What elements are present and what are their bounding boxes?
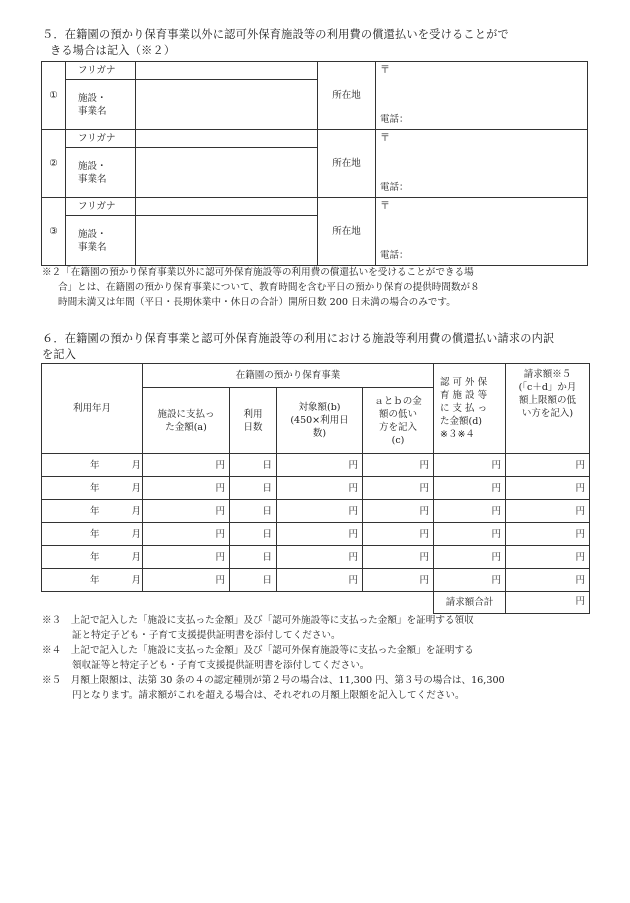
table-row [42, 523, 590, 546]
cell-month[interactable] [42, 546, 143, 569]
section6-table [41, 363, 590, 614]
facility-label-line1: 施設・ [78, 92, 107, 104]
cell-unlicensed[interactable] [434, 454, 506, 477]
days-line1: 利用 [243, 408, 263, 420]
note4-line1: ※４ 上記で記入した「施設に支払った金額」及び「認可外保育施設等に支払った金額」を証明する [42, 645, 474, 656]
facility-name-label [66, 216, 136, 266]
day-unit: 日 [262, 551, 272, 563]
cell-days[interactable] [230, 454, 277, 477]
unlic-line5: ※３※４ [440, 429, 475, 440]
cell-month[interactable] [42, 523, 143, 546]
yen-unit: 円 [491, 528, 502, 540]
cell-lower[interactable] [363, 523, 434, 546]
cell-claim[interactable] [506, 454, 590, 477]
cell-paid[interactable] [143, 546, 230, 569]
month-unit: 月 [131, 482, 142, 494]
target-line2: (450×利用日 [290, 415, 349, 426]
yen-unit: 円 [215, 505, 225, 517]
facility-row-number: ① [42, 62, 66, 130]
col-header-lower [363, 388, 434, 454]
yen-unit: 円 [348, 505, 358, 517]
furigana-label: フリガナ [66, 62, 136, 80]
facility-row-number: ③ [42, 198, 66, 266]
month-unit: 月 [131, 459, 142, 471]
cell-lower[interactable] [363, 569, 434, 592]
cell-paid[interactable] [143, 569, 230, 592]
tel-label: 電話： [380, 250, 409, 261]
month-unit: 月 [131, 551, 142, 563]
claim-line3: 額上限額の低 [519, 395, 577, 406]
table-row [42, 477, 590, 500]
table-row [42, 500, 590, 523]
col-header-days [230, 388, 277, 454]
cell-target[interactable] [277, 546, 363, 569]
cell-month[interactable] [42, 454, 143, 477]
yen-unit: 円 [575, 551, 585, 563]
cell-claim[interactable] [506, 546, 590, 569]
yen-unit: 円 [348, 482, 358, 494]
yen-unit: 円 [575, 482, 585, 494]
tel-label: 電話： [380, 114, 409, 125]
cell-unlicensed[interactable] [434, 569, 506, 592]
yen-unit: 円 [419, 482, 430, 494]
table-row [42, 454, 590, 477]
unlic-line2: 育 施 設 等 [440, 390, 488, 401]
cell-claim[interactable] [506, 477, 590, 500]
note2-line2: 合」とは、在籍園の預かり保育事業について、教育時間を含む平日の預かり保育の提供時間数が８ [58, 282, 480, 293]
cell-lower[interactable] [363, 477, 434, 500]
claim-line2: (「c＋d」か月 [518, 382, 577, 393]
cell-target[interactable] [277, 569, 363, 592]
month-unit: 月 [131, 528, 142, 540]
section5-heading-line2: きる場合は記入（※２） [50, 44, 176, 57]
notes-footer [42, 613, 602, 703]
cell-claim[interactable] [506, 523, 590, 546]
col-header-month: 利用年月 [42, 364, 143, 454]
cell-days[interactable] [230, 523, 277, 546]
cell-days[interactable] [230, 569, 277, 592]
yen-unit: 円 [419, 528, 430, 540]
facility-label-line1: 施設・ [78, 228, 107, 240]
yen-unit: 円 [215, 551, 225, 563]
facility-name-label [66, 80, 136, 130]
facility-name-label [66, 148, 136, 198]
address-field[interactable] [376, 198, 588, 266]
unlic-line1: 認 可 外 保 [440, 377, 488, 388]
cell-paid[interactable] [143, 454, 230, 477]
table-row [42, 569, 590, 592]
unlic-line3: に 支 払 っ [440, 403, 488, 414]
section5-heading [42, 27, 602, 59]
yen-unit: 円 [348, 574, 358, 586]
yen-unit: 円 [348, 459, 358, 471]
facility-name-input[interactable] [136, 148, 318, 198]
yen-unit: 円 [419, 505, 430, 517]
cell-unlicensed[interactable] [434, 546, 506, 569]
year-unit: 年 [90, 551, 100, 563]
yen-unit: 円 [419, 574, 430, 586]
month-unit: 月 [131, 574, 142, 586]
lower-line3: 方を記入 [379, 421, 418, 433]
furigana-label: フリガナ [66, 130, 136, 148]
section6-heading-line1: ６．在籍園の預かり保育事業と認可外保育施設等の利用における施設等利用費の償還払い請求の内訳 [42, 332, 555, 345]
cell-target[interactable] [277, 454, 363, 477]
cell-unlicensed[interactable] [434, 477, 506, 500]
col-header-claim [506, 364, 590, 454]
facility-name-input[interactable] [136, 80, 318, 130]
claim-line4: い方を記入) [521, 408, 574, 419]
yen-unit: 円 [215, 459, 225, 471]
note4-line2: 領収証等と特定子ども・子育て支援提供証明書を添付してください。 [72, 660, 370, 671]
note2-line3: 時間未満又は年間（平日・長期休業中・休日の合計）開所日数 200 日未満の場合のみです。 [58, 297, 456, 308]
facility-label-line1: 施設・ [78, 160, 107, 172]
tel-label: 電話： [380, 182, 409, 193]
yen-unit: 円 [348, 551, 358, 563]
note5-line1: ※５ 月額上限額は、法第 30 条の４の認定種別が第２号の場合は、11,300 円、第３号の場合は、16,300 [42, 675, 505, 686]
facility-label-line2: 事業名 [78, 241, 107, 253]
facility-row-number: ② [42, 130, 66, 198]
day-unit: 日 [262, 459, 272, 471]
yen-unit: 円 [419, 459, 430, 471]
target-line1: 対象額(b) [298, 402, 341, 413]
section5-heading-line1: ５．在籍園の預かり保育事業以外に認可外保育施設等の利用費の償還払いを受けることがで [42, 28, 509, 41]
cell-target[interactable] [277, 523, 363, 546]
postal-mark: 〒 [380, 201, 390, 212]
cell-month[interactable] [42, 569, 143, 592]
cell-lower[interactable] [363, 546, 434, 569]
yen-unit: 円 [575, 505, 585, 517]
address-label: 所在地 [318, 198, 376, 266]
total-label: 請求額合計 [434, 592, 506, 614]
furigana-input[interactable] [136, 62, 318, 80]
yen-unit: 円 [575, 459, 585, 471]
note3-line1: ※３ 上記で記入した「施設に支払った金額」及び「認可外施設等に支払った金額」を証明する領収 [42, 615, 474, 626]
year-unit: 年 [90, 459, 100, 471]
section6-heading [42, 331, 602, 363]
cell-lower[interactable] [363, 454, 434, 477]
cell-paid[interactable] [143, 500, 230, 523]
postal-mark: 〒 [380, 133, 390, 144]
address-field[interactable] [376, 62, 588, 130]
target-line3: 数) [312, 428, 327, 439]
yen-unit: 円 [491, 505, 502, 517]
facility-label-line2: 事業名 [78, 173, 107, 185]
unlic-line4: た金額(d) [440, 416, 483, 427]
yen-unit: 円 [491, 459, 502, 471]
address-field[interactable] [376, 130, 588, 198]
yen-unit: 円 [575, 528, 585, 540]
section6-heading-line2: を記入 [42, 348, 77, 361]
facility-name-input[interactable] [136, 216, 318, 266]
lower-line4: (c) [391, 434, 405, 446]
lower-line2: 額の低い [379, 408, 418, 420]
address-label: 所在地 [318, 130, 376, 198]
yen-unit: 円 [348, 528, 358, 540]
year-unit: 年 [90, 574, 100, 586]
cell-target[interactable] [277, 500, 363, 523]
total-spacer [42, 592, 434, 614]
day-unit: 日 [262, 505, 272, 517]
year-unit: 年 [90, 528, 100, 540]
yen-unit: 円 [575, 574, 585, 586]
paid-line1: 施設に支払っ [157, 408, 215, 420]
col-header-target [277, 388, 363, 454]
col-header-group: 在籍園の預かり保育事業 [143, 364, 434, 388]
cell-days[interactable] [230, 546, 277, 569]
lower-line1: ａとｂの金 [374, 395, 422, 407]
furigana-input[interactable] [136, 198, 318, 216]
yen-unit: 円 [215, 574, 225, 586]
total-amount-field[interactable]: 円 [506, 592, 590, 614]
note-2 [42, 265, 602, 310]
postal-mark: 〒 [380, 65, 390, 76]
cell-days[interactable] [230, 477, 277, 500]
year-unit: 年 [90, 505, 100, 517]
table-row [42, 546, 590, 569]
yen-unit: 円 [491, 574, 502, 586]
yen-unit: 円 [419, 551, 430, 563]
year-unit: 年 [90, 482, 100, 494]
section5-table [41, 61, 588, 266]
day-unit: 日 [262, 482, 272, 494]
cell-unlicensed[interactable] [434, 523, 506, 546]
note3-line2: 証と特定子ども・子育て支援提供証明書を添付してください。 [72, 630, 341, 641]
note2-line1: ※２「在籍園の預かり保育事業以外に認可外保育施設等の利用費の償還払いを受けることができる場 [42, 267, 474, 278]
day-unit: 日 [262, 528, 272, 540]
claim-line1: 請求額※５ [523, 369, 572, 380]
furigana-label: フリガナ [66, 198, 136, 216]
days-line2: 日数 [243, 421, 263, 433]
yen-unit: 円 [215, 528, 225, 540]
month-unit: 月 [131, 505, 142, 517]
cell-paid[interactable] [143, 477, 230, 500]
cell-days[interactable] [230, 500, 277, 523]
col-header-unlicensed [434, 364, 506, 454]
cell-month[interactable] [42, 477, 143, 500]
address-label: 所在地 [318, 62, 376, 130]
cell-month[interactable] [42, 500, 143, 523]
cell-claim[interactable] [506, 569, 590, 592]
cell-target[interactable] [277, 477, 363, 500]
cell-claim[interactable] [506, 500, 590, 523]
cell-lower[interactable] [363, 500, 434, 523]
facility-label-line2: 事業名 [78, 105, 107, 117]
cell-unlicensed[interactable] [434, 500, 506, 523]
yen-unit: 円 [491, 482, 502, 494]
col-header-paid [143, 388, 230, 454]
paid-line2: た金額(a) [165, 421, 207, 433]
day-unit: 日 [262, 574, 272, 586]
cell-paid[interactable] [143, 523, 230, 546]
yen-unit: 円 [215, 482, 225, 494]
note5-line2: 円となります。請求額がこれを超える場合は、それぞれの月額上限額を記入してください。 [72, 690, 465, 701]
furigana-input[interactable] [136, 130, 318, 148]
yen-unit: 円 [491, 551, 502, 563]
